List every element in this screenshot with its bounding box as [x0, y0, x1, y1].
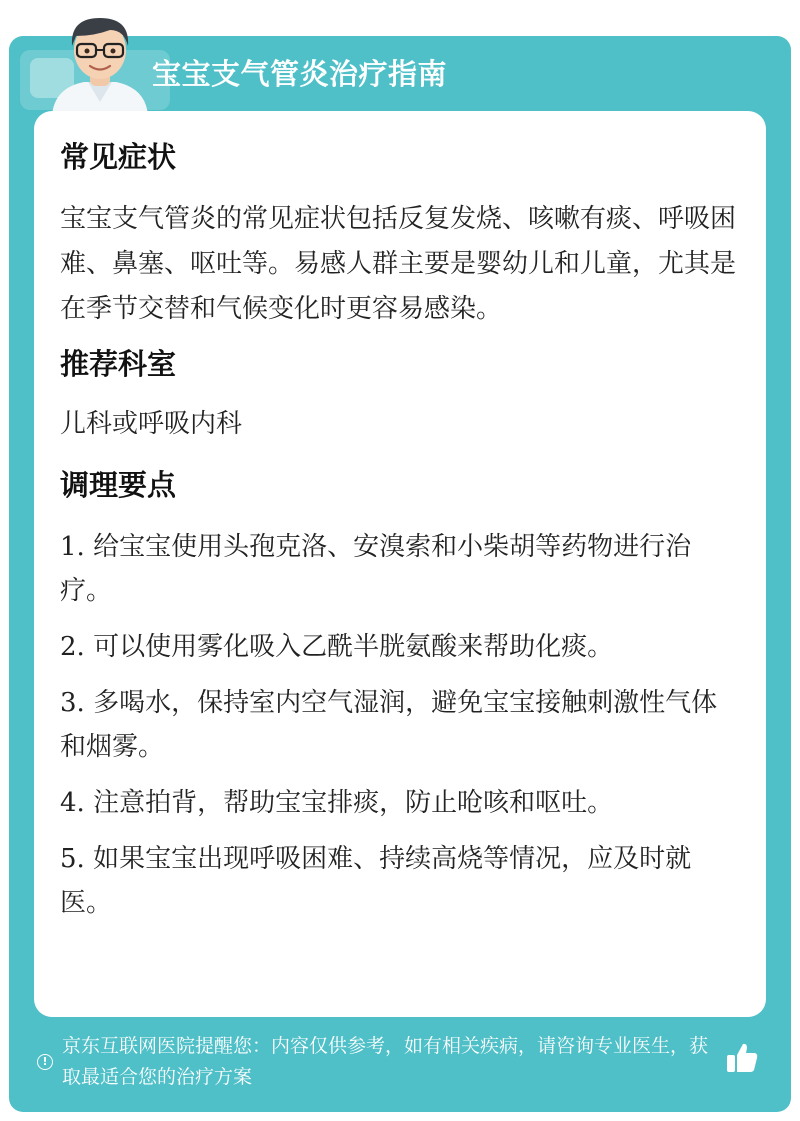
list-item-number: 3. — [60, 688, 85, 718]
doctor-avatar — [44, 6, 156, 116]
section-title-department: 推荐科室 — [60, 347, 177, 381]
list-item-number: 4. — [60, 788, 85, 818]
list-item — [60, 837, 740, 925]
info-icon: ! — [37, 1054, 53, 1070]
thumbs-up-icon[interactable] — [724, 1040, 760, 1076]
list-item-number: 1. — [60, 532, 85, 562]
list-item-number: 2. — [60, 632, 85, 662]
care-list — [60, 525, 740, 925]
list-item-text: 如果宝宝出现呼吸困难、持续高烧等情况，应及时就医。 — [60, 844, 692, 918]
section-title-care: 调理要点 — [60, 468, 177, 502]
list-item — [60, 625, 740, 669]
list-item-number: 5. — [60, 844, 85, 874]
list-item — [60, 781, 740, 825]
content-card — [34, 111, 766, 1017]
section-title-symptoms: 常见症状 — [60, 140, 177, 174]
list-item — [60, 681, 740, 769]
list-item-text: 给宝宝使用头孢克洛、安溴索和小柴胡等药物进行治疗。 — [60, 532, 692, 606]
list-item-text: 多喝水，保持室内空气湿润，避免宝宝接触刺激性气体和烟雾。 — [60, 688, 718, 762]
section-body-symptoms: 宝宝支气管炎的常见症状包括反复发烧、咳嗽有痰、呼吸困难、鼻塞、呕吐等。易感人群主要是婴幼儿和儿童，尤其是在季节交替和气候变化时更容易感染。 — [60, 204, 737, 324]
list-item-text: 注意拍背，帮助宝宝排痰，防止呛咳和呕吐。 — [93, 788, 614, 818]
footer-notice: 京东互联网医院提醒您：内容仅供参考，如有相关疾病，请咨询专业医生，获取最适合您的治疗方案 — [62, 1035, 709, 1088]
list-item-text: 可以使用雾化吸入乙酰半胱氨酸来帮助化痰。 — [93, 632, 614, 662]
page-title: 宝宝支气管炎治疗指南 — [152, 57, 448, 91]
section-body-department: 儿科或呼吸内科 — [60, 409, 243, 439]
list-item — [60, 525, 740, 613]
